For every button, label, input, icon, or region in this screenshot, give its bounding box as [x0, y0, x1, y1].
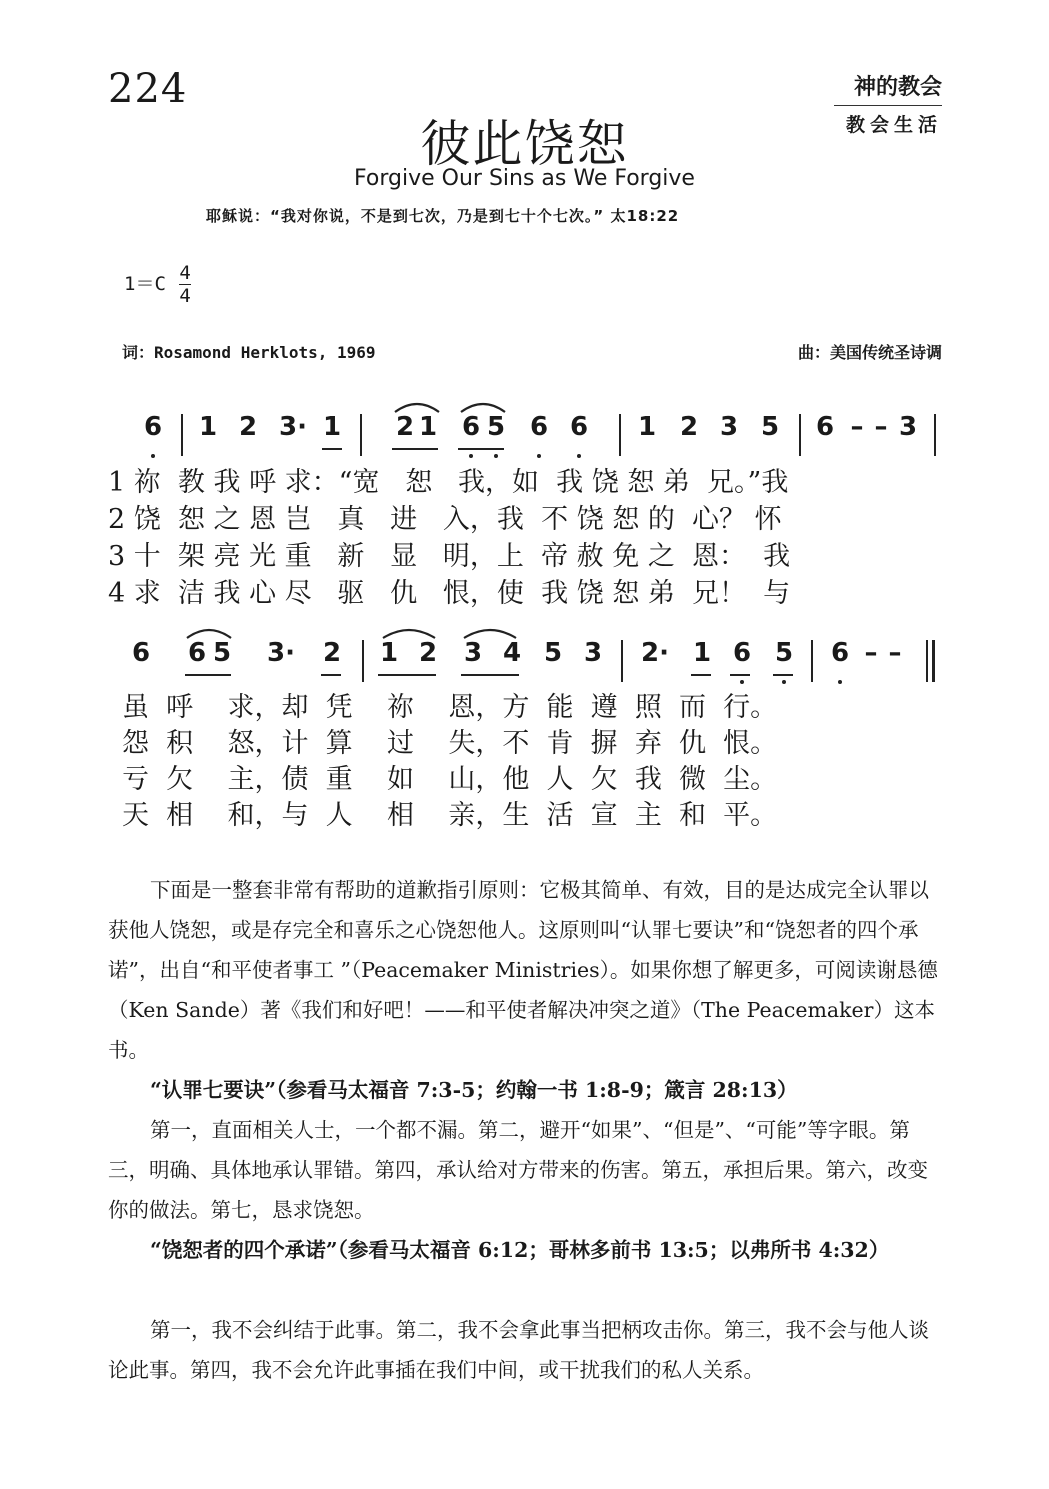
lyric-line-1-4: 4 求 洁 我 心 尽 驱 仇 恨，使 我 饶 恕 弟 兄！ 与: [108, 578, 791, 609]
lyric-line-1-2: 2 饶 恕 之 恩 岂 真 进 入，我 不 饶 恕 的 心？ 怀: [108, 504, 782, 535]
eighth-underline: [773, 674, 793, 676]
note: 5: [486, 412, 506, 442]
note: 6: [569, 412, 589, 442]
note: 2: [679, 412, 699, 442]
eighth-underline: [458, 448, 504, 450]
slur: [458, 398, 508, 414]
lyric-line-2-4: 天 相 和，与 人 相 亲，生 活 宣 主 和 平。: [122, 800, 778, 831]
note: 6: [830, 638, 850, 668]
note: 2: [238, 412, 258, 442]
hymn-number: 224: [108, 66, 188, 112]
note: 6: [732, 638, 752, 668]
octave-dot: [838, 680, 842, 684]
note: 3: [898, 412, 918, 442]
lyric-line-2-2: 怨 积 怒，计 算 过 失，不 肯 摒 弃 仇 恨。: [122, 728, 778, 759]
note: 1: [637, 412, 657, 442]
category-main: 神的教会: [834, 70, 942, 106]
key-signature: [124, 262, 191, 307]
octave-dot: [469, 454, 473, 458]
epigraph: 耶稣说：“我对你说，不是到七次，乃是到七十个七次。” 太18:22: [206, 207, 680, 225]
note: 3·: [279, 412, 307, 442]
time-bottom: 4: [179, 285, 191, 307]
note: –: [850, 412, 864, 442]
time-top: 4: [179, 262, 191, 284]
eighth-underline: [392, 448, 438, 450]
eighth-underline: [378, 674, 436, 676]
eighth-underline: [730, 674, 750, 676]
note: 1: [198, 412, 218, 442]
hymn-title-en: Forgive Our Sins as We Forgive: [354, 166, 695, 191]
octave-dot: [577, 454, 581, 458]
tune-credit: 曲：美国传统圣诗调: [797, 343, 942, 362]
bar-line: [621, 640, 623, 682]
slur: [461, 624, 519, 640]
bar-line: [926, 640, 928, 682]
octave-dot: [537, 454, 541, 458]
eighth-underline: [691, 674, 711, 676]
note: 3·: [267, 638, 295, 668]
note: 5: [212, 638, 232, 668]
note: 4: [502, 638, 522, 668]
note: 1: [692, 638, 712, 668]
slur: [184, 624, 234, 640]
lyric-line-2-3: 亏 欠 主，债 重 如 山，他 人 欠 我 微 尘。: [122, 764, 778, 795]
note: 6: [131, 638, 151, 668]
lyric-line-1-3: 3 十 架 亮 光 重 新 显 明，上 帝 赦 免 之 恩： 我: [108, 541, 791, 572]
final-bar-line: [932, 640, 935, 682]
note: 3: [719, 412, 739, 442]
octave-dot: [494, 454, 498, 458]
note: 2: [322, 638, 342, 668]
category-sub: 教会生活: [845, 114, 942, 136]
note: 3: [463, 638, 483, 668]
section-heading-1: “认罪七要诀”（参看马太福音 7:3-5；约翰一书 1:8-9；箴言 28:13）: [150, 1078, 798, 1102]
octave-dot: [740, 680, 744, 684]
eighth-underline: [185, 674, 231, 676]
section-heading-2: “饶恕者的四个承诺”（参看马太福音 6:12；哥林多前书 13:5；以弗所书 4:32）: [150, 1238, 890, 1262]
octave-dot: [782, 680, 786, 684]
intro-paragraph: 下面是一整套非常有帮助的道歉指引原则：它极其简单、有效，目的是达成完全认罪以获他人饶恕，或是存完全和喜乐之心饶恕他人。这原则叫“认罪七要诀”和“饶恕者的四个承诺”，出自“和平使者事工 ”（Peacemaker Ministries）。如果你想了解更多，可阅读谢恳德（Ken Sande）著《我们和好吧！——和平使者解决冲突之道》（The Peacemaker）这本书。: [108, 878, 938, 1062]
note: –: [874, 412, 888, 442]
eighth-underline: [321, 674, 341, 676]
octave-dot: [151, 454, 155, 458]
note: 6: [187, 638, 207, 668]
note: 6: [529, 412, 549, 442]
note: 6: [461, 412, 481, 442]
time-signature: [179, 262, 190, 307]
bar-line: [799, 414, 801, 456]
bar-line: [934, 414, 936, 456]
note: 1: [379, 638, 399, 668]
lyric-line-1-1: 1 祢 教 我 呼 求：“宽 恕 我，如 我 饶 恕 弟 兄。”我: [108, 467, 789, 498]
bar-line: [362, 640, 364, 682]
slur: [392, 398, 442, 414]
bar-line: [811, 640, 813, 682]
note: 2: [418, 638, 438, 668]
note: –: [864, 638, 878, 668]
note: 1: [322, 412, 342, 442]
note: 2: [395, 412, 415, 442]
key-label: 1＝C: [124, 273, 166, 295]
eighth-underline: [322, 448, 342, 450]
note: 6: [815, 412, 835, 442]
bar-line: [360, 414, 362, 456]
note: 5: [543, 638, 563, 668]
eighth-underline: [461, 674, 519, 676]
hymn-title-cn: 彼此饶恕: [420, 115, 629, 173]
note: –: [888, 638, 902, 668]
note: 2·: [641, 638, 669, 668]
section-text-2: 第一，我不会纠结于此事。第二，我不会拿此事当把柄攻击你。第三，我不会与他人谈论此事。第四，我不会允许此事插在我们中间，或干扰我们的私人关系。: [108, 1318, 929, 1382]
note: 1: [418, 412, 438, 442]
note: 5: [760, 412, 780, 442]
bar-line: [619, 414, 621, 456]
note: 6: [143, 412, 163, 442]
words-credit: 词：Rosamond Herklots, 1969: [122, 343, 376, 362]
note: 5: [774, 638, 794, 668]
slur: [380, 624, 438, 640]
bar-line: [181, 414, 183, 456]
section-text-1: 第一，直面相关人士，一个都不漏。第二，避开“如果”、“但是”、“可能”等字眼。第三，明确、具体地承认罪错。第四，承认给对方带来的伤害。第五，承担后果。第六，改变你的做法。第七，恳求饶恕。: [108, 1118, 928, 1222]
note: 3: [583, 638, 603, 668]
lyric-line-2-1: 虽 呼 求，却 凭 祢 恩，方 能 遵 照 而 行。: [122, 692, 778, 723]
